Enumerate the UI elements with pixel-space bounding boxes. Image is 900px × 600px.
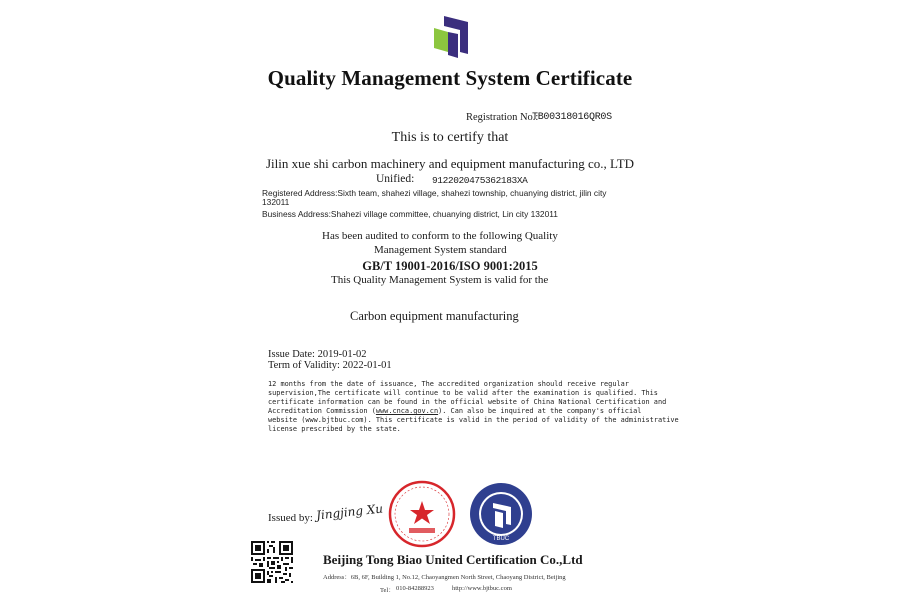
official-red-seal-icon xyxy=(387,479,457,549)
validity-note-line: supervision,The certificate will continue to be valid after the examination is qualified. This xyxy=(268,389,658,397)
issuer-name: Beijing Tong Biao United Certification Co.,Ltd xyxy=(323,552,583,567)
registration-label: Registration No.: xyxy=(466,112,539,123)
standard-name: GB/T 19001-2016/ISO 9001:2015 xyxy=(362,259,538,273)
business-address: Business Address:Shahezi village committee, chuanying district, Lin city 132011 xyxy=(262,209,558,219)
issue-date: Issue Date: 2019-01-02 xyxy=(268,349,367,360)
issuer-telephone: 010-84288923 xyxy=(396,585,434,592)
validity-note-line: certificate information can be found in the official website of China National Certification and xyxy=(268,398,667,406)
unified-label: Unified: xyxy=(376,173,415,185)
certification-scope: Carbon equipment manufacturing xyxy=(350,309,519,323)
issued-by-label: Issued by: xyxy=(268,512,313,524)
validity-note-text: ). Can also be inquired at the company's official xyxy=(438,407,642,415)
qr-code-icon xyxy=(251,541,293,583)
registered-address: Registered Address:Sixth team, shahezi village, shahezi township, chuanying district, jilin city xyxy=(262,188,607,198)
tbuc-blue-seal-icon xyxy=(468,481,534,547)
company-name: Jilin xue shi carbon machinery and equipment manufacturing co., LTD xyxy=(265,156,635,171)
cnca-link[interactable]: www.cnca.gov.cn xyxy=(375,407,439,415)
validity-note-text: Accreditation Commission ( xyxy=(268,407,376,415)
certificate-title: Quality Management System Certificate xyxy=(267,66,633,90)
audited-statement-2: Management System standard xyxy=(374,244,507,256)
blue-seal-label: TBUC xyxy=(492,536,510,542)
issuer-tel-label: Tel： xyxy=(380,587,395,594)
valid-for-statement: This Quality Management System is valid for the xyxy=(331,274,549,286)
issuer-website-link[interactable]: http://www.bjtbuc.com xyxy=(452,585,512,592)
registration-number: TB00318016QR0S xyxy=(532,112,612,123)
signature: Jingjing Xu xyxy=(315,501,384,523)
registered-address-postcode: 132011 xyxy=(262,197,290,207)
validity-note-line xyxy=(268,407,641,415)
audited-statement: Has been audited to conform to the following Quality xyxy=(322,230,558,242)
validity-note-line: website (www.bjtbuc.com). This certificate is valid in the period of validity of the administrative xyxy=(268,416,679,424)
validity-note-line: license prescribed by the state. xyxy=(268,425,401,433)
tbuc-logo-icon xyxy=(430,12,470,58)
issuer-address: Address：6B, 6F, Building 1, No.12, Chaoyangmen North Street, Chaoyang District, Beijing xyxy=(323,574,566,581)
unified-code: 9122020475362183XA xyxy=(432,175,528,186)
term-of-validity: Term of Validity: 2022-01-01 xyxy=(268,360,392,371)
certify-statement: This is to certify that xyxy=(391,130,509,145)
validity-note-line: 12 months from the date of issuance, The accredited organization should receive regular xyxy=(268,380,629,388)
